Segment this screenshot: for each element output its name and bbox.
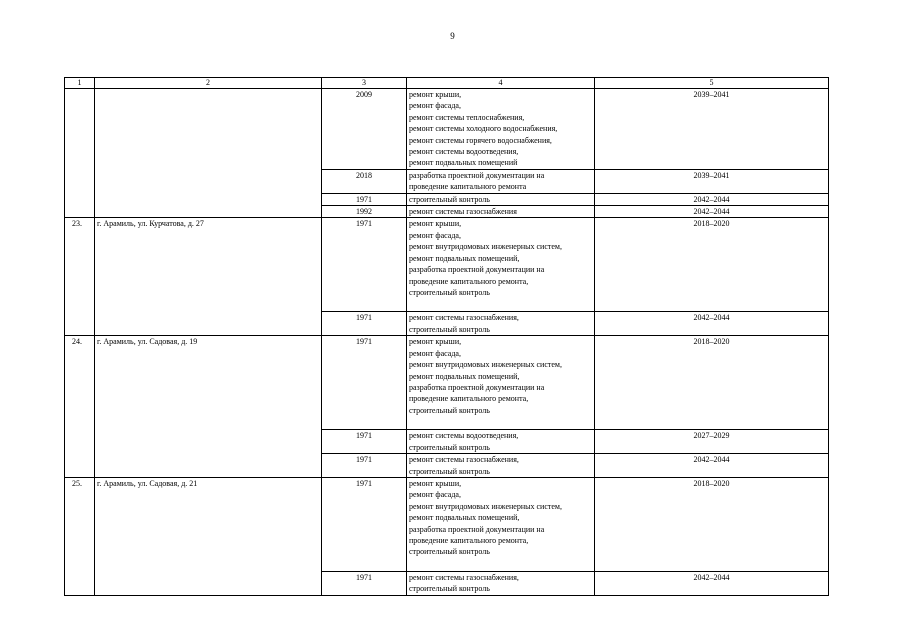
year-cell: 1971 bbox=[322, 336, 407, 430]
work-item: разработка проектной документации на bbox=[409, 265, 545, 275]
work-item: ремонт системы холодного водоснабжения, bbox=[409, 124, 558, 134]
year-cell: 1992 bbox=[322, 206, 407, 218]
work-item: ремонт крыши, bbox=[409, 90, 462, 99]
work-item: ремонт системы водоотведения, bbox=[409, 431, 519, 441]
planned-period: 2042–2044 bbox=[595, 206, 829, 218]
work-item: ремонт системы газоснабжения, bbox=[409, 572, 519, 582]
year-cell: 1971 bbox=[322, 193, 407, 205]
table-body bbox=[65, 89, 829, 596]
header-cell: 1 bbox=[65, 78, 95, 89]
work-item: ремонт подвальных помещений, bbox=[409, 371, 520, 381]
work-item: разработка проектной документации на bbox=[409, 524, 545, 534]
work-item: ремонт фасада, bbox=[409, 101, 461, 111]
work-item: разработка проектной документации на bbox=[409, 170, 545, 180]
work-item: ремонт внутридомовых инженерных систем, bbox=[409, 360, 562, 370]
page-number: 9 bbox=[450, 31, 455, 41]
works-cell bbox=[407, 477, 595, 571]
work-item: проведение капитального ремонта, bbox=[409, 394, 529, 404]
planned-period: 2027–2029 bbox=[595, 430, 829, 454]
work-item: ремонт фасада, bbox=[409, 230, 461, 240]
planned-period: 2042–2044 bbox=[595, 193, 829, 205]
planned-period: 2018–2020 bbox=[595, 336, 829, 430]
work-item: ремонт фасада, bbox=[409, 490, 461, 500]
work-item: строительный контроль bbox=[409, 547, 490, 557]
work-item: строительный контроль bbox=[409, 287, 490, 297]
work-item: ремонт подвальных помещений bbox=[409, 158, 518, 168]
works-cell bbox=[407, 193, 595, 205]
works-cell bbox=[407, 218, 595, 312]
header-cell: 3 bbox=[322, 78, 407, 89]
work-item: проведение капитального ремонта bbox=[409, 182, 527, 192]
work-item: разработка проектной документации на bbox=[409, 382, 545, 392]
header-row bbox=[65, 78, 829, 89]
work-item: ремонт системы газоснабжения, bbox=[409, 455, 519, 465]
item-number: 23. bbox=[65, 218, 95, 336]
table-row bbox=[65, 89, 829, 170]
work-item: ремонт крыши, bbox=[409, 219, 462, 229]
year-cell: 1971 bbox=[322, 218, 407, 312]
work-item: строительный контроль bbox=[409, 194, 490, 204]
work-item: строительный контроль bbox=[409, 442, 490, 452]
work-item: ремонт фасада, bbox=[409, 348, 461, 358]
works-cell bbox=[407, 336, 595, 430]
year-cell: 1971 bbox=[322, 571, 407, 595]
table-row bbox=[65, 336, 829, 430]
table-row bbox=[65, 218, 829, 312]
item-number bbox=[65, 89, 95, 218]
work-item: ремонт подвальных помещений, bbox=[409, 253, 520, 263]
table-row bbox=[65, 477, 829, 571]
works-cell bbox=[407, 206, 595, 218]
header-cell: 5 bbox=[595, 78, 829, 89]
work-item: строительный контроль bbox=[409, 466, 490, 476]
work-item: проведение капитального ремонта, bbox=[409, 276, 529, 286]
work-item: ремонт системы водоотведения, bbox=[409, 147, 519, 157]
work-item: строительный контроль bbox=[409, 405, 490, 415]
work-item: ремонт подвальных помещений, bbox=[409, 513, 520, 523]
work-item: ремонт системы газоснабжения bbox=[409, 207, 517, 217]
year-cell: 2009 bbox=[322, 89, 407, 170]
planned-period: 2042–2044 bbox=[595, 312, 829, 336]
building-address: г. Арамиль, ул. Садовая, д. 19 bbox=[95, 336, 322, 478]
work-item: строительный контроль bbox=[409, 324, 490, 334]
works-cell bbox=[407, 454, 595, 478]
works-cell bbox=[407, 312, 595, 336]
work-item: ремонт крыши, bbox=[409, 478, 462, 488]
planned-period: 2018–2020 bbox=[595, 218, 829, 312]
work-item: ремонт системы горячего водоснабжения, bbox=[409, 135, 552, 145]
header-cell: 2 bbox=[95, 78, 322, 89]
year-cell: 1971 bbox=[322, 454, 407, 478]
year-cell: 2018 bbox=[322, 169, 407, 193]
works-cell bbox=[407, 89, 595, 170]
item-number: 24. bbox=[65, 336, 95, 478]
work-item: ремонт системы газоснабжения, bbox=[409, 313, 519, 323]
year-cell: 1971 bbox=[322, 312, 407, 336]
work-item: проведение капитального ремонта, bbox=[409, 535, 529, 545]
building-address: г. Арамиль, ул. Садовая, д. 21 bbox=[95, 477, 322, 595]
works-cell bbox=[407, 169, 595, 193]
item-number: 25. bbox=[65, 477, 95, 595]
work-item: ремонт внутридомовых инженерных систем, bbox=[409, 501, 562, 511]
header-cell: 4 bbox=[407, 78, 595, 89]
year-cell: 1971 bbox=[322, 430, 407, 454]
work-item: ремонт крыши, bbox=[409, 337, 462, 347]
work-item: ремонт системы теплоснабжения, bbox=[409, 112, 525, 122]
planned-period: 2018–2020 bbox=[595, 477, 829, 571]
planned-period: 2039–2041 bbox=[595, 169, 829, 193]
building-address bbox=[95, 89, 322, 218]
planned-period: 2042–2044 bbox=[595, 571, 829, 595]
year-cell: 1971 bbox=[322, 477, 407, 571]
building-address: г. Арамиль, ул. Курчатова, д. 27 bbox=[95, 218, 322, 336]
work-item: строительный контроль bbox=[409, 584, 490, 594]
planned-period: 2042–2044 bbox=[595, 454, 829, 478]
works-cell bbox=[407, 430, 595, 454]
planned-period: 2039–2041 bbox=[595, 89, 829, 170]
works-cell bbox=[407, 571, 595, 595]
capital-repair-table bbox=[64, 77, 829, 596]
work-item: ремонт внутридомовых инженерных систем, bbox=[409, 242, 562, 252]
